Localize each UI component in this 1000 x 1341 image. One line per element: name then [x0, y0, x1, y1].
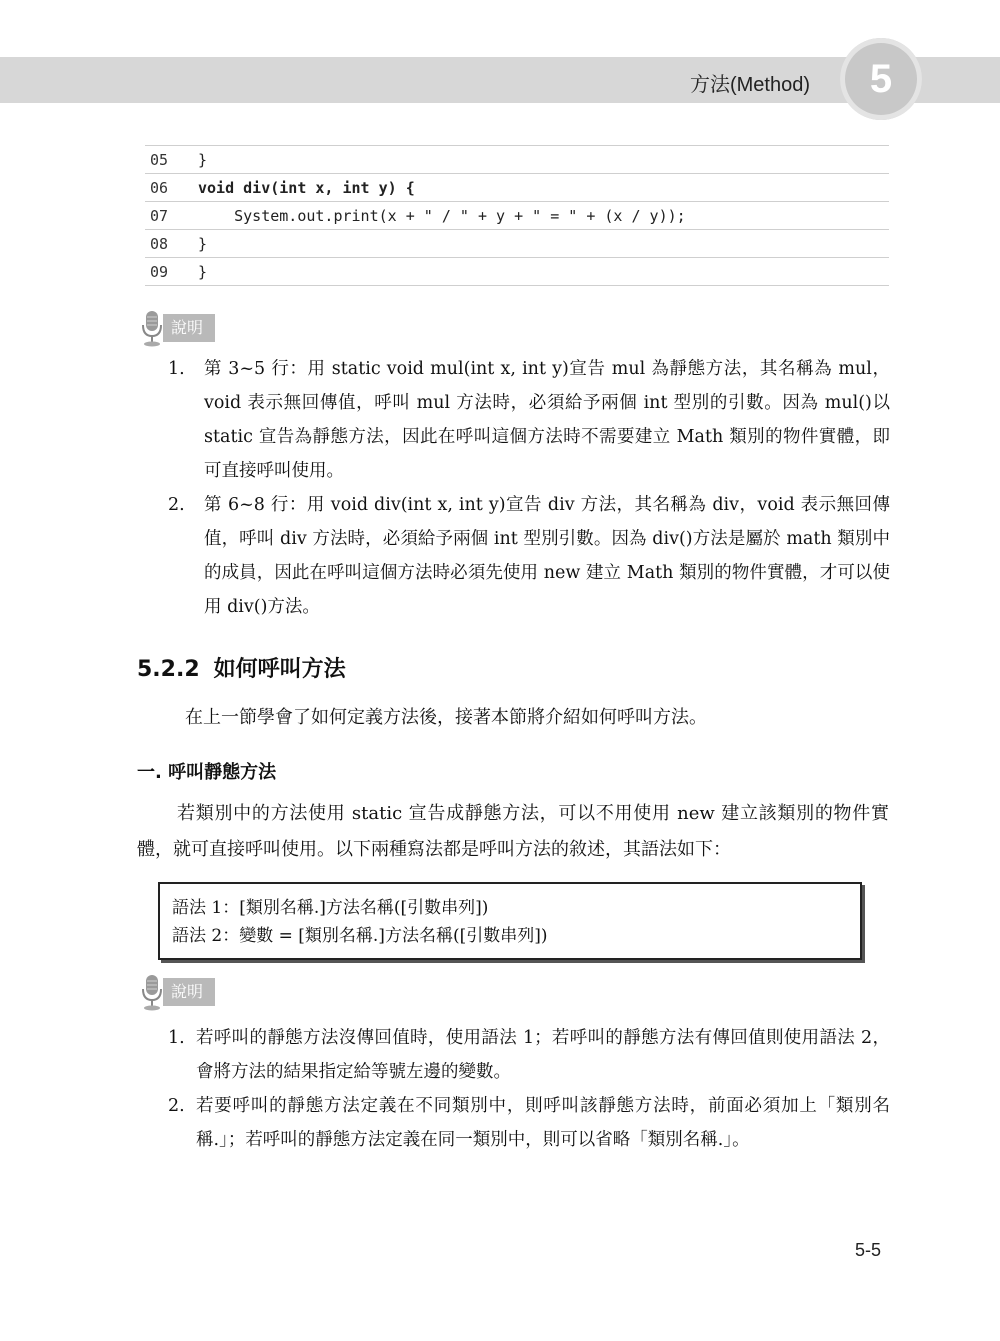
code-text: void div(int x, int y) { [198, 178, 415, 197]
note-list [168, 1021, 890, 1157]
section-number: 5.2.2 [137, 657, 200, 682]
note-tag [137, 310, 215, 346]
line-number: 05 [150, 150, 169, 169]
list-number: 1. [168, 1028, 185, 1048]
list-number: 2. [168, 495, 185, 515]
code-text: } [198, 262, 208, 281]
list-item [168, 352, 890, 488]
section-title-text: 如何呼叫方法 [213, 657, 346, 682]
code-text: } [198, 150, 208, 169]
note-tag [137, 974, 215, 1010]
list-text: 若呼叫的靜態方法沒傳回值時，使用語法 1；若呼叫的靜態方法有傳回值則使用語法 2，會將方法的結果指定給等號左邊的變數。 [196, 1028, 890, 1082]
list-item [168, 1089, 890, 1157]
list-number: 1. [168, 359, 185, 379]
intro-paragraph: 在上一節學會了如何定義方法後，接著本節將介紹如何呼叫方法。 [185, 707, 707, 728]
chapter-title: 方法(Method) [689, 74, 810, 96]
syntax-line: 語法 2：變數 = [類別名稱.]方法名稱([引數串列]) [172, 926, 548, 946]
code-line [145, 258, 889, 286]
code-text: System.out.print(x + " / " + y + " = " + (x / y)); [198, 206, 686, 225]
section-heading [137, 652, 346, 683]
note-list [168, 352, 890, 624]
list-text: 第 3~5 行：用 static void mul(int x, int y)宣告 mul 為靜態方法，其名稱為 mul，void 表示無回傳值，呼叫 mul 方法時，必須給予兩個 int 型別的引數。因為 mul()以 static 宣告為靜態方法，因此在呼叫這個方法時不需要建立 Math 類別的物件實體，即可直接呼叫使用。 [204, 359, 890, 481]
list-text: 第 6~8 行：用 void div(int x, int y)宣告 div 方法，其名稱為 div，void 表示無回傳值，呼叫 div 方法時，必須給予兩個 int 型別引數。因為 div()方法是屬於 math 類別中的成員，因此在呼叫這個方法時必須先使用 new 建立 Math 類別的物件實體，才可以使用 div()方法。 [204, 495, 890, 617]
code-text: } [198, 234, 208, 253]
syntax-line: 語法 1：[類別名稱.]方法名稱([引數串列]) [172, 898, 489, 918]
body-paragraph: 若類別中的方法使用 static 宣告成靜態方法，可以不用使用 new 建立該類別的物件實體，就可直接呼叫使用。以下兩種寫法都是呼叫方法的敘述，其語法如下： [137, 803, 889, 860]
line-number: 08 [150, 234, 169, 253]
code-listing [145, 145, 889, 286]
list-item [168, 1021, 890, 1089]
page-number: 5-5 [855, 1240, 882, 1260]
subsection-heading: 一. 呼叫靜態方法 [137, 762, 277, 783]
code-line [145, 202, 889, 230]
list-number: 2. [168, 1096, 185, 1116]
list-item [168, 488, 890, 624]
line-number: 06 [150, 178, 169, 197]
code-line [145, 174, 889, 202]
syntax-box [158, 882, 862, 960]
chapter-number-badge: 5 [840, 38, 922, 120]
code-line [145, 230, 889, 258]
code-line [145, 146, 889, 174]
note-label: 說明 [163, 978, 215, 1006]
list-text: 若要呼叫的靜態方法定義在不同類別中，則呼叫該靜態方法時，前面必須加上「類別名稱.」；若呼叫的靜態方法定義在同一類別中，則可以省略「類別名稱.」。 [196, 1096, 890, 1150]
line-number: 07 [150, 206, 169, 225]
note-label: 說明 [163, 314, 215, 342]
line-number: 09 [150, 262, 169, 281]
